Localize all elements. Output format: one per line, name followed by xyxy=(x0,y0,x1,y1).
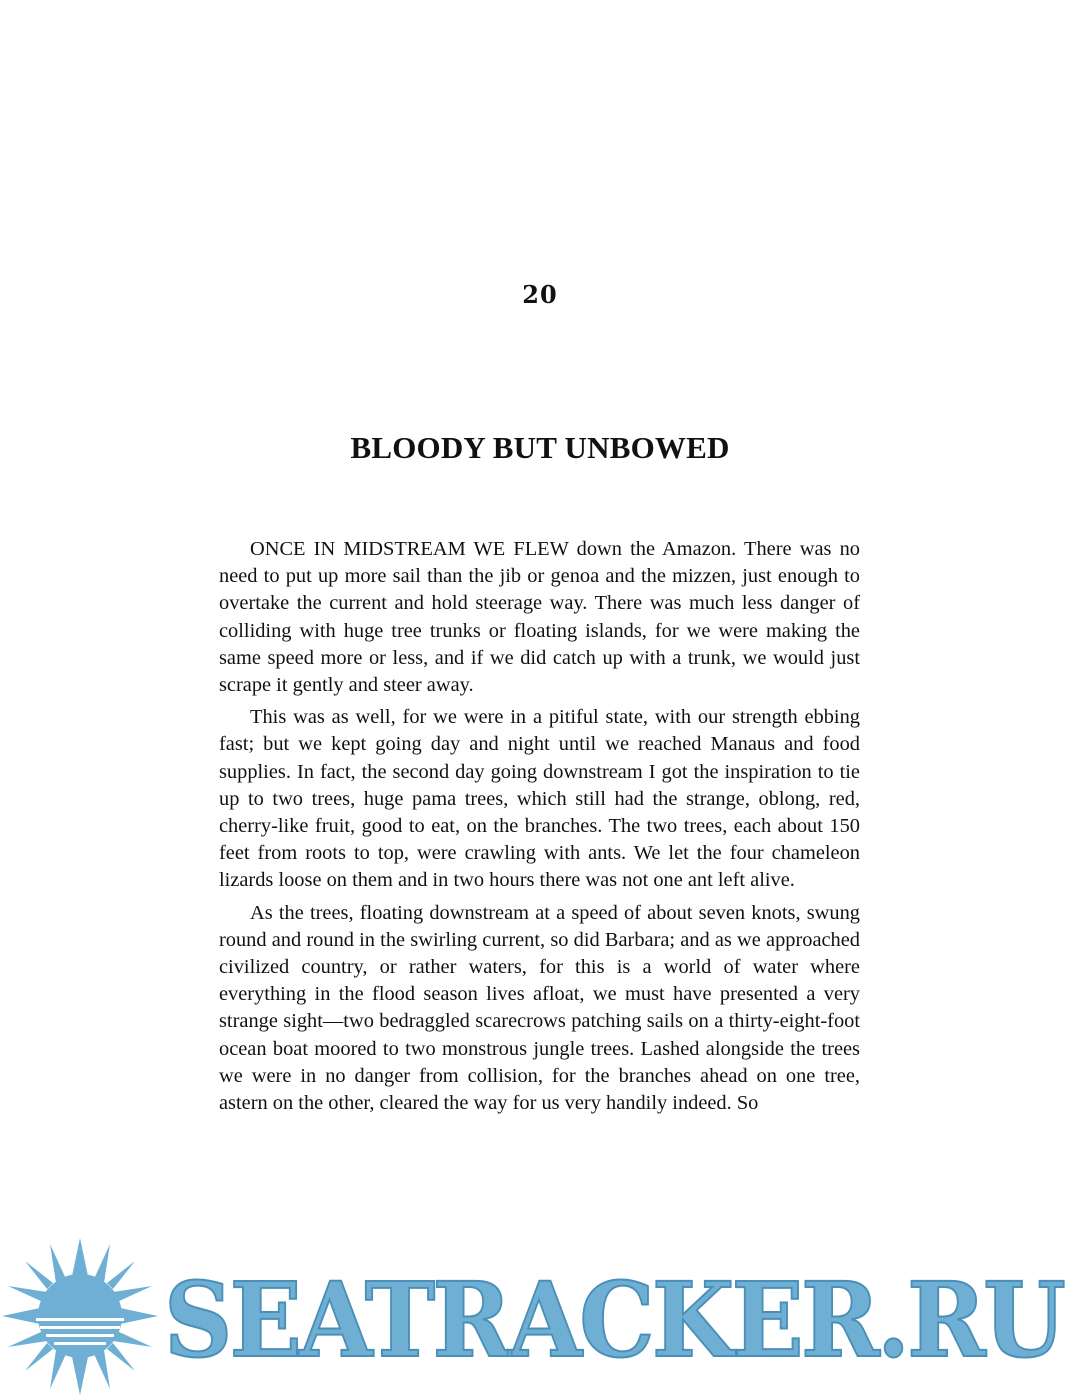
paragraph-1: ONCE IN MIDSTREAM WE FLEW down the Amazon. There was no need to put up more sail than the jib or genoa and the mizzen, just enough to overtake the current and hold steerage way. There was much less danger of colliding with huge tree trunks or floating islands, for we were making the same speed more or less, and if we did catch up with a trunk, we would just scrape it gently and steer away. xyxy=(219,538,860,697)
chapter-number: 20 xyxy=(522,280,558,309)
watermark xyxy=(0,1236,1080,1397)
sun-icon xyxy=(0,1236,160,1397)
chapter-body xyxy=(219,536,860,1122)
paragraph-2: This was as well, for we were in a pitiful state, with our strength ebbing fast; but we kept going day and night until we reached Manaus and food supplies. In fact, the second day going downstream I got the inspiration to tie up to two trees, huge pama trees, which still had the strange, oblong, red, cherry-like fruit, good to eat, on the branches. The two trees, each about 150 feet from roots to top, were crawling with ants. We let the four chameleon lizards loose on them and in two hours there was not one ant left alive. xyxy=(219,706,860,892)
chapter-title: BLOODY BUT UNBOWED xyxy=(350,430,730,465)
watermark-text: SEATRACKER.RU xyxy=(164,1260,1064,1381)
paragraph-3: As the trees, floating downstream at a speed of about seven knots, swung round and round in the swirling current, so did Barbara; and as we approached civilized country, or rather waters, for this is a world of water where everything in the flood season lives afloat, we must have presented a very strange sight—two bedraggled scarecrows patching sails on a thirty-eight-foot ocean boat moored to two monstrous jungle trees. Lashed alongside the trees we were in no danger from collision, for the branches ahead on one tree, astern on the other, cleared the way for us very handily indeed. So xyxy=(219,901,860,1115)
